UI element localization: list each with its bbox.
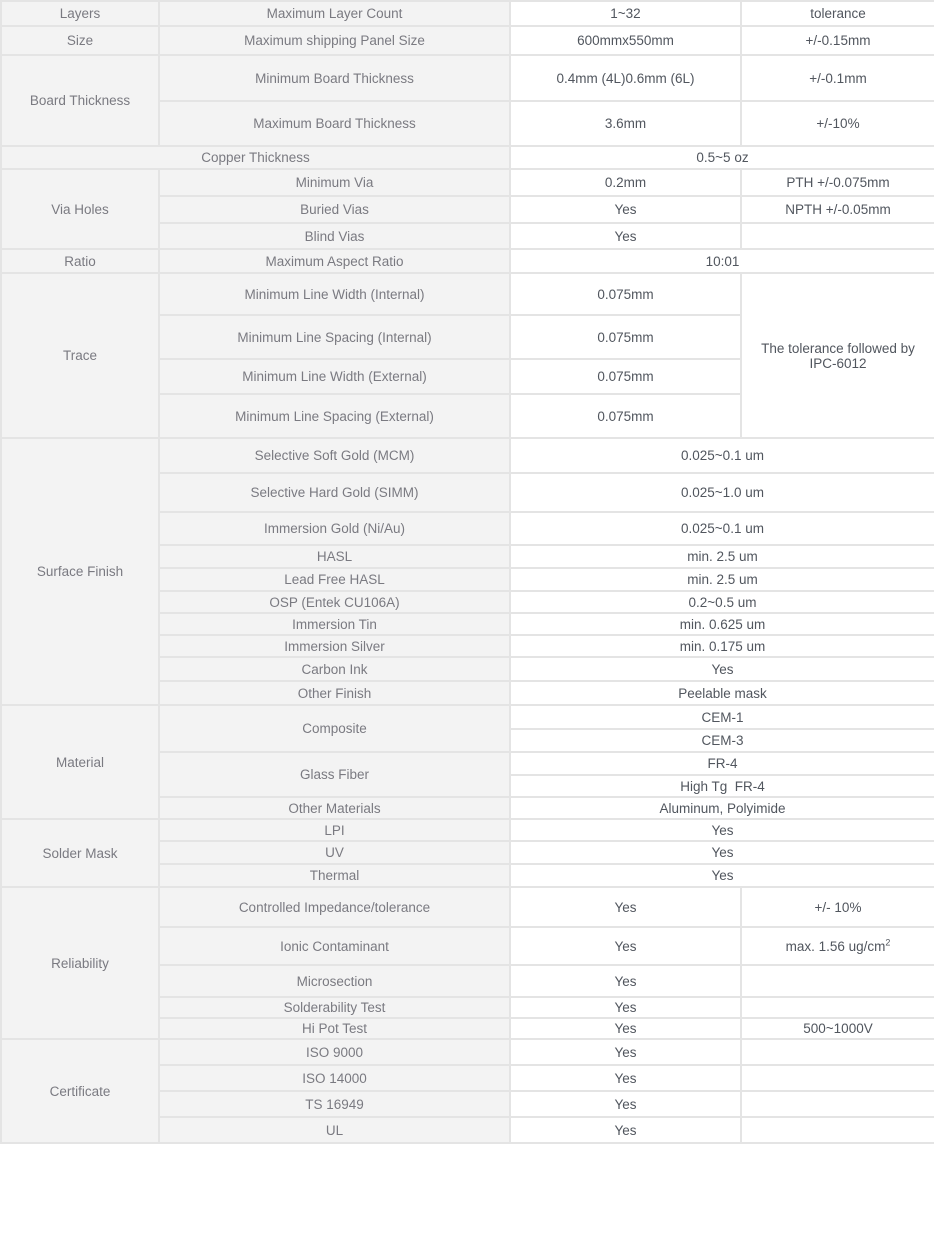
parameter-cell: TS 16949 bbox=[159, 1091, 510, 1117]
value-cell: Yes bbox=[510, 657, 934, 681]
tolerance-cell: tolerance bbox=[741, 1, 934, 26]
parameter-cell: ISO 14000 bbox=[159, 1065, 510, 1091]
category-cell: Via Holes bbox=[1, 169, 159, 249]
parameter-cell: Minimum Line Spacing (Internal) bbox=[159, 315, 510, 359]
parameter-cell: Maximum shipping Panel Size bbox=[159, 26, 510, 55]
tolerance-cell bbox=[741, 1117, 934, 1143]
value-cell: 0.5~5 oz bbox=[510, 146, 934, 169]
tolerance-cell: +/-0.1mm bbox=[741, 55, 934, 101]
category-cell: Size bbox=[1, 26, 159, 55]
value-cell: Yes bbox=[510, 819, 934, 841]
table-row bbox=[1, 273, 934, 315]
parameter-cell: Lead Free HASL bbox=[159, 568, 510, 591]
table-row bbox=[1, 146, 934, 169]
parameter-cell: Carbon Ink bbox=[159, 657, 510, 681]
value-cell: Yes bbox=[510, 1117, 741, 1143]
tolerance-cell bbox=[741, 1091, 934, 1117]
parameter-cell: Minimum Line Width (Internal) bbox=[159, 273, 510, 315]
parameter-cell: Glass Fiber bbox=[159, 752, 510, 797]
parameter-cell: ISO 9000 bbox=[159, 1039, 510, 1065]
value-cell: FR-4 bbox=[510, 752, 934, 775]
tolerance-cell bbox=[741, 965, 934, 997]
value-cell: 600mmx550mm bbox=[510, 26, 741, 55]
parameter-cell: Copper Thickness bbox=[1, 146, 510, 169]
parameter-cell: Maximum Board Thickness bbox=[159, 101, 510, 146]
table-row bbox=[1, 26, 934, 55]
tolerance-cell: NPTH +/-0.05mm bbox=[741, 196, 934, 223]
table-row bbox=[1, 438, 934, 473]
table-row bbox=[1, 705, 934, 729]
category-cell: Material bbox=[1, 705, 159, 819]
value-cell: 0.075mm bbox=[510, 315, 741, 359]
table-row bbox=[1, 819, 934, 841]
value-cell: 0.025~0.1 um bbox=[510, 438, 934, 473]
value-cell: min. 2.5 um bbox=[510, 568, 934, 591]
table-row bbox=[1, 169, 934, 196]
value-cell: 0.2~0.5 um bbox=[510, 591, 934, 613]
value-cell: Yes bbox=[510, 965, 741, 997]
tolerance-cell: +/- 10% bbox=[741, 887, 934, 927]
tolerance-cell bbox=[741, 1065, 934, 1091]
value-cell: 3.6mm bbox=[510, 101, 741, 146]
parameter-cell: Selective Soft Gold (MCM) bbox=[159, 438, 510, 473]
category-cell: Trace bbox=[1, 273, 159, 438]
value-cell: CEM-3 bbox=[510, 729, 934, 752]
parameter-cell: Solderability Test bbox=[159, 997, 510, 1018]
parameter-cell: Other Materials bbox=[159, 797, 510, 819]
parameter-cell: HASL bbox=[159, 545, 510, 568]
parameter-cell: LPI bbox=[159, 819, 510, 841]
value-cell: 0.2mm bbox=[510, 169, 741, 196]
parameter-cell: Immersion Gold (Ni/Au) bbox=[159, 512, 510, 545]
parameter-cell: Microsection bbox=[159, 965, 510, 997]
parameter-cell: Immersion Tin bbox=[159, 613, 510, 635]
value-cell: 10:01 bbox=[510, 249, 934, 273]
parameter-cell: Other Finish bbox=[159, 681, 510, 705]
table-row bbox=[1, 249, 934, 273]
value-cell: 0.075mm bbox=[510, 394, 741, 438]
parameter-cell: Minimum Line Spacing (External) bbox=[159, 394, 510, 438]
parameter-cell: Blind Vias bbox=[159, 223, 510, 249]
parameter-cell: Thermal bbox=[159, 864, 510, 887]
value-cell: Yes bbox=[510, 1091, 741, 1117]
tolerance-cell: +/-10% bbox=[741, 101, 934, 146]
value-cell: min. 2.5 um bbox=[510, 545, 934, 568]
value-cell: min. 0.175 um bbox=[510, 635, 934, 657]
value-cell: Yes bbox=[510, 864, 934, 887]
tolerance-cell bbox=[741, 997, 934, 1018]
tolerance-cell bbox=[741, 1039, 934, 1065]
table-row bbox=[1, 1, 934, 26]
tolerance-cell bbox=[741, 223, 934, 249]
parameter-cell: Buried Vias bbox=[159, 196, 510, 223]
parameter-cell: Controlled Impedance/tolerance bbox=[159, 887, 510, 927]
category-cell: Reliability bbox=[1, 887, 159, 1039]
value-cell: 0.4mm (4L)0.6mm (6L) bbox=[510, 55, 741, 101]
value-cell: Aluminum, Polyimide bbox=[510, 797, 934, 819]
value-cell: High Tg FR-4 bbox=[510, 775, 934, 797]
tolerance-cell: 500~1000V bbox=[741, 1018, 934, 1039]
value-cell: CEM-1 bbox=[510, 705, 934, 729]
value-cell: 0.025~1.0 um bbox=[510, 473, 934, 512]
category-cell: Solder Mask bbox=[1, 819, 159, 887]
value-cell: Yes bbox=[510, 997, 741, 1018]
parameter-cell: Immersion Silver bbox=[159, 635, 510, 657]
parameter-cell: Minimum Line Width (External) bbox=[159, 359, 510, 394]
value-cell: Yes bbox=[510, 1065, 741, 1091]
tolerance-cell: +/-0.15mm bbox=[741, 26, 934, 55]
value-cell: Yes bbox=[510, 196, 741, 223]
category-cell: Certificate bbox=[1, 1039, 159, 1143]
value-cell: 0.075mm bbox=[510, 273, 741, 315]
parameter-cell: UL bbox=[159, 1117, 510, 1143]
value-cell: 0.075mm bbox=[510, 359, 741, 394]
category-cell: Ratio bbox=[1, 249, 159, 273]
value-cell: Yes bbox=[510, 223, 741, 249]
value-cell: min. 0.625 um bbox=[510, 613, 934, 635]
value-cell: 0.025~0.1 um bbox=[510, 512, 934, 545]
value-cell: Yes bbox=[510, 1039, 741, 1065]
parameter-cell: Ionic Contaminant bbox=[159, 927, 510, 965]
category-cell: Layers bbox=[1, 1, 159, 26]
value-cell: 1~32 bbox=[510, 1, 741, 26]
tolerance-cell: max. 1.56 $ug/cm^2$ bbox=[741, 927, 934, 965]
category-cell: Surface Finish bbox=[1, 438, 159, 705]
value-cell: Yes bbox=[510, 1018, 741, 1039]
value-cell: Peelable mask bbox=[510, 681, 934, 705]
parameter-cell: Minimum Board Thickness bbox=[159, 55, 510, 101]
table-row bbox=[1, 55, 934, 101]
table-row bbox=[1, 1039, 934, 1065]
parameter-cell: UV bbox=[159, 841, 510, 864]
parameter-cell: Hi Pot Test bbox=[159, 1018, 510, 1039]
parameter-cell: Minimum Via bbox=[159, 169, 510, 196]
table-body bbox=[1, 1, 934, 1143]
tolerance-cell: The tolerance followed by IPC-6012 bbox=[741, 273, 934, 438]
value-cell: Yes bbox=[510, 887, 741, 927]
superscript: 2 bbox=[885, 937, 891, 947]
table-row bbox=[1, 887, 934, 927]
parameter-cell: Maximum Layer Count bbox=[159, 1, 510, 26]
value-cell: Yes bbox=[510, 927, 741, 965]
parameter-cell: Maximum Aspect Ratio bbox=[159, 249, 510, 273]
category-cell: Board Thickness bbox=[1, 55, 159, 146]
parameter-cell: Composite bbox=[159, 705, 510, 752]
tolerance-cell: PTH +/-0.075mm bbox=[741, 169, 934, 196]
parameter-cell: Selective Hard Gold (SIMM) bbox=[159, 473, 510, 512]
parameter-cell: OSP (Entek CU106A) bbox=[159, 591, 510, 613]
value-cell: Yes bbox=[510, 841, 934, 864]
